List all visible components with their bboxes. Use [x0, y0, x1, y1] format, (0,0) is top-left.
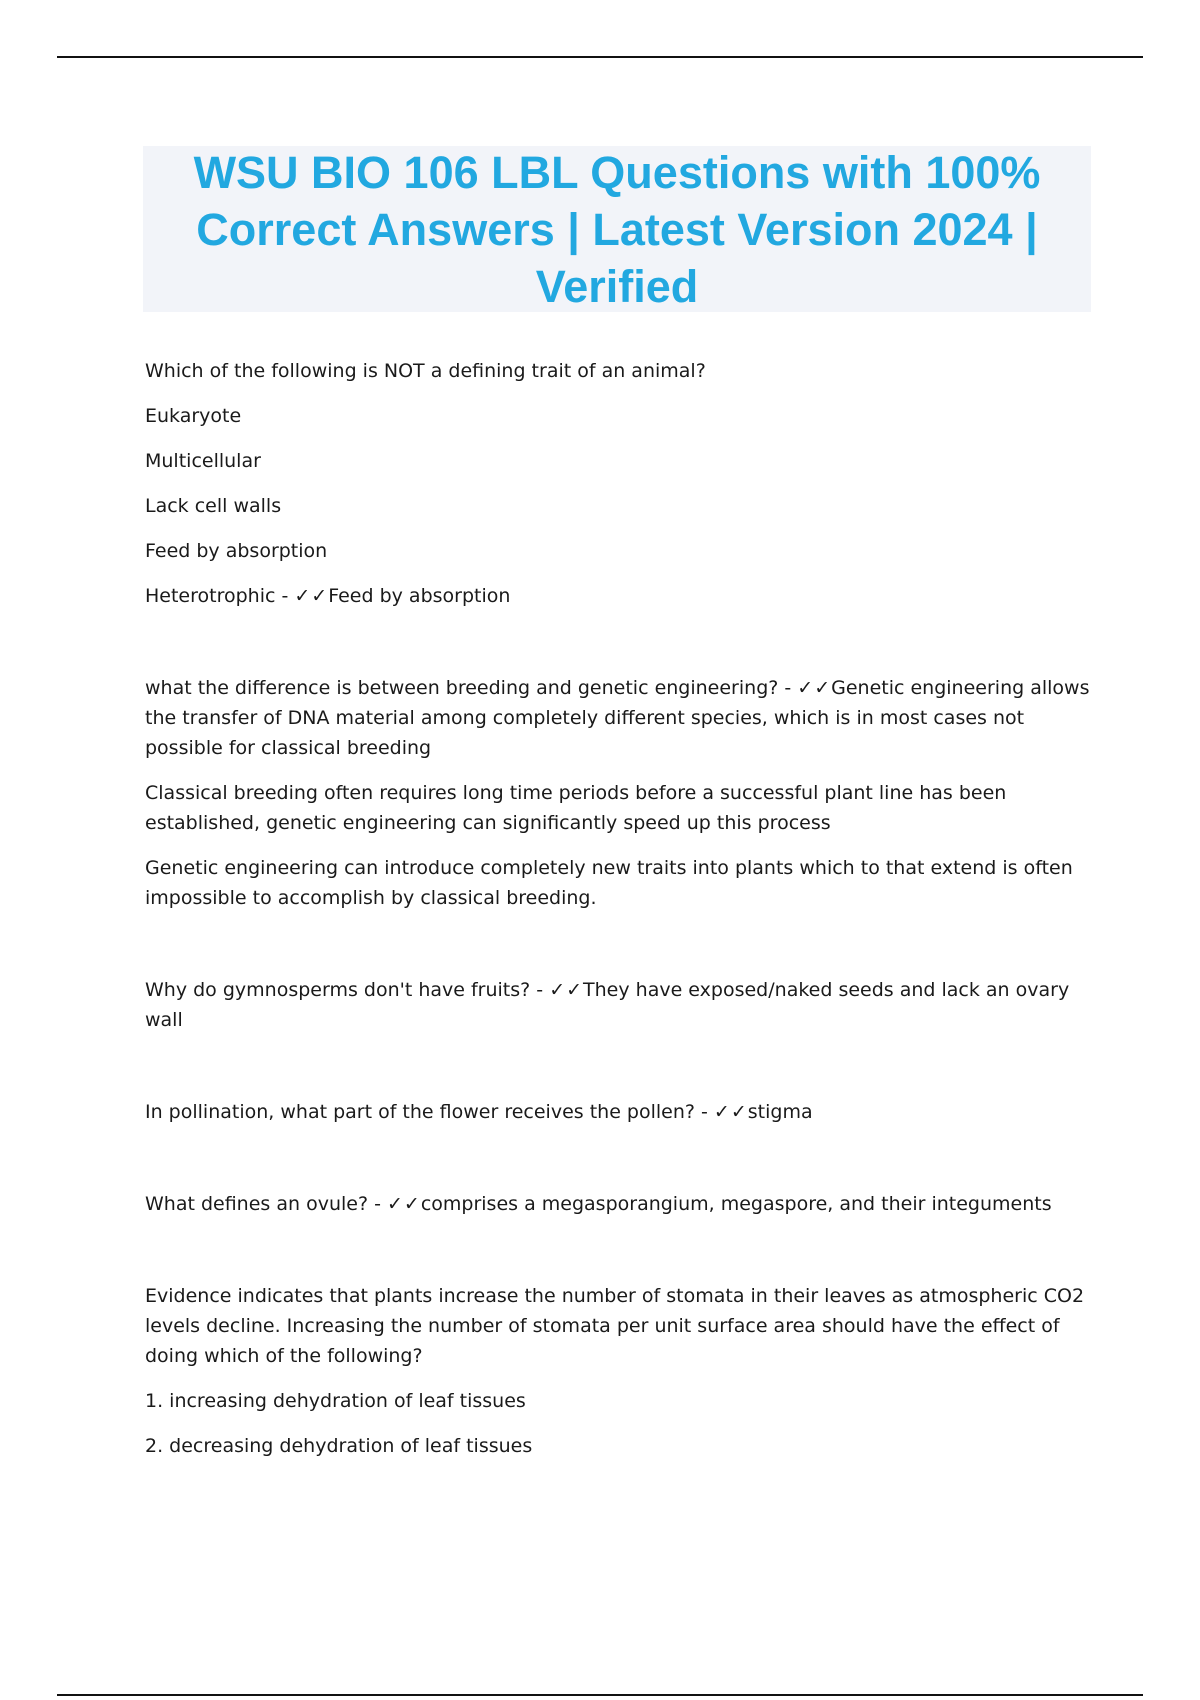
- answer-option: Feed by absorption: [145, 540, 328, 562]
- answer-line: [145, 673, 1090, 763]
- answer-option: Lack cell walls: [145, 495, 282, 517]
- correct-answer: Feed by absorption: [328, 585, 511, 607]
- checkmark-icon: ✓✓: [549, 979, 584, 1001]
- correct-answer: stigma: [747, 1101, 813, 1123]
- answer-line: [145, 975, 1090, 1035]
- question-block-6: [145, 1281, 1090, 1461]
- answer-line: [145, 581, 1090, 611]
- question-text: Why do gymnosperms don't have fruits? -: [145, 979, 550, 1001]
- checkmark-icon: ✓✓: [797, 677, 832, 699]
- answer-continuation: Genetic engineering can introduce completely new traits into plants which to that extend is often impossible to accomplish by classical breeding.: [145, 857, 1073, 909]
- correct-answer: comprises a megasporangium, megaspore, and their integuments: [420, 1193, 1052, 1215]
- checkmark-icon: ✓✓: [386, 1193, 421, 1215]
- checkmark-icon: ✓✓: [294, 585, 329, 607]
- question-text: what the difference is between breeding and genetic engineering? -: [145, 677, 798, 699]
- answer-line: [145, 1189, 1090, 1219]
- header-rule: [57, 56, 1143, 58]
- answer-option: Heterotrophic -: [145, 585, 295, 607]
- document-body: [145, 356, 1090, 1476]
- document-title: WSU BIO 106 LBL Questions with 100% Correct Answers | Latest Version 2024 | Verified: [193, 146, 1041, 312]
- answer-option: Eukaryote: [145, 405, 242, 427]
- question-text: In pollination, what part of the flower receives the pollen? -: [145, 1101, 714, 1123]
- correct-answer: They have exposed/naked seeds and lack an ovary wall: [145, 979, 1070, 1031]
- title-banner: [143, 146, 1091, 312]
- question-block-3: [145, 975, 1090, 1035]
- question-block-4: [145, 1097, 1090, 1127]
- correct-answer: Genetic engineering allows the transfer of DNA material among completely different species, which is in most cases not possible for classical breeding: [145, 677, 1090, 759]
- question-text: What defines an ovule? -: [145, 1193, 387, 1215]
- question-block-1: [145, 356, 1090, 611]
- question-text: Evidence indicates that plants increase the number of stomata in their leaves as atmospheric CO2 levels decline. Increasing the number of stomata per unit surface area should have the effect of doing which of the following?: [145, 1285, 1085, 1367]
- footer-rule: [57, 1694, 1143, 1696]
- answer-option: 1. increasing dehydration of leaf tissues: [145, 1390, 526, 1412]
- answer-line: [145, 1097, 1090, 1127]
- question-block-5: [145, 1189, 1090, 1219]
- checkmark-icon: ✓✓: [713, 1101, 748, 1123]
- answer-option: 2. decreasing dehydration of leaf tissues: [145, 1435, 533, 1457]
- question-block-2: [145, 673, 1090, 913]
- answer-continuation: Classical breeding often requires long time periods before a successful plant line has been established, genetic engineering can significantly speed up this process: [145, 782, 1007, 834]
- question-text: Which of the following is NOT a defining trait of an animal?: [145, 360, 706, 382]
- answer-option: Multicellular: [145, 450, 261, 472]
